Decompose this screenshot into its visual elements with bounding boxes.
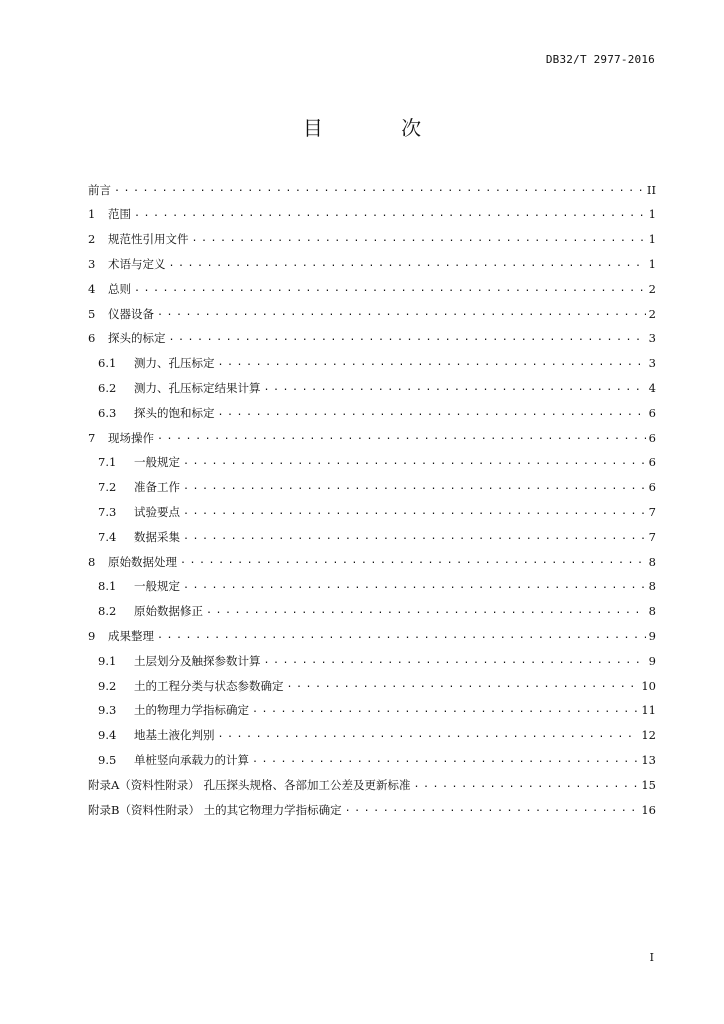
toc-entry-page: 1 — [648, 257, 656, 272]
table-of-contents — [88, 178, 656, 823]
toc-entry-page: 8 — [648, 579, 656, 594]
toc-entry-label: 测力、孔压标定 — [134, 356, 215, 371]
toc-entry[interactable] — [88, 277, 656, 302]
toc-entry[interactable] — [88, 352, 656, 377]
toc-entry-label: 原始数据修正 — [134, 604, 203, 619]
toc-entry-page: 11 — [641, 703, 656, 718]
toc-dot-leader — [183, 581, 646, 591]
toc-entry-page: 6 — [648, 455, 656, 470]
page-number: I — [649, 951, 654, 964]
toc-entry-label: 测力、孔压标定结果计算 — [134, 381, 261, 396]
toc-entry-number: 6.3 — [98, 405, 117, 420]
toc-entry-number: 3 — [88, 257, 96, 272]
toc-entry-page: 13 — [641, 752, 656, 767]
toc-dot-leader — [180, 556, 646, 566]
toc-entry-number: 8.2 — [98, 604, 117, 619]
toc-entry-number: 7.3 — [98, 505, 117, 519]
toc-entry[interactable] — [88, 600, 656, 625]
toc-entry-page: 6 — [648, 405, 656, 420]
toc-entry-number: 1 — [88, 207, 96, 222]
toc-dot-leader — [413, 780, 638, 790]
toc-title: 目 次 — [302, 116, 458, 140]
toc-entry-label: 原始数据处理 — [108, 554, 177, 569]
toc-entry-number: 9.4 — [98, 728, 117, 743]
toc-entry[interactable] — [88, 798, 656, 823]
toc-entry-label: 术语与定义 — [108, 257, 166, 272]
toc-entry[interactable] — [88, 500, 656, 525]
toc-entry-number: 5 — [88, 306, 96, 321]
toc-entry-number: 9.1 — [98, 653, 117, 668]
toc-entry-label: 现场操作 — [108, 430, 154, 445]
toc-entry-number: 4 — [88, 281, 96, 296]
toc-entry-page: 1 — [648, 232, 656, 247]
toc-entry-page: 10 — [641, 678, 656, 693]
toc-entry-label: 土层划分及触探参数计算 — [134, 653, 261, 668]
toc-entry-label: 附录A（资料性附录） 孔压探头规格、各部加工公差及更新标准 — [88, 777, 411, 792]
toc-entry-page: 7 — [648, 505, 656, 519]
toc-entry-page: 2 — [648, 306, 656, 321]
toc-dot-leader — [169, 333, 646, 343]
toc-entry-number: 6.1 — [98, 356, 117, 371]
toc-entry[interactable] — [88, 724, 656, 749]
toc-entry-label: 准备工作 — [134, 480, 180, 495]
toc-dot-leader — [183, 482, 646, 492]
toc-entry-number: 7.1 — [98, 455, 117, 470]
toc-dot-leader — [218, 408, 646, 418]
toc-entry[interactable] — [88, 525, 656, 550]
toc-entry-label: 总则 — [108, 281, 131, 296]
toc-entry-page: 9 — [648, 628, 656, 643]
toc-dot-leader — [218, 730, 639, 740]
toc-entry[interactable] — [88, 178, 656, 203]
toc-entry-label: 仪器设备 — [108, 306, 154, 321]
toc-entry[interactable] — [88, 252, 656, 277]
toc-entry-page: 4 — [648, 381, 656, 396]
toc-entry-label: 范围 — [108, 207, 131, 222]
toc-dot-leader — [157, 631, 646, 641]
toc-entry-number: 2 — [88, 232, 96, 247]
toc-entry-label: 地基土液化判别 — [134, 728, 215, 743]
toc-entry-page: 2 — [648, 281, 656, 296]
toc-entry-label: 一般规定 — [134, 579, 180, 594]
toc-entry-number: 7 — [88, 430, 96, 445]
toc-entry-page: 3 — [648, 356, 656, 371]
toc-dot-leader — [169, 259, 646, 269]
toc-entry-number: 8 — [88, 554, 96, 569]
toc-entry[interactable] — [88, 699, 656, 724]
toc-dot-leader — [345, 804, 639, 814]
toc-entry[interactable] — [88, 476, 656, 501]
toc-entry-label: 土的物理力学指标确定 — [134, 703, 249, 718]
toc-entry[interactable] — [88, 401, 656, 426]
toc-dot-leader — [114, 184, 644, 194]
toc-entry-number: 9.2 — [98, 678, 117, 693]
toc-entry-label: 探头的标定 — [108, 331, 166, 346]
toc-entry-page: 8 — [648, 604, 656, 619]
toc-entry[interactable] — [88, 575, 656, 600]
toc-entry-label: 附录B（资料性附录） 土的其它物理力学指标确定 — [88, 802, 342, 817]
toc-dot-leader — [192, 234, 646, 244]
toc-entry[interactable] — [88, 674, 656, 699]
toc-entry-number: 9 — [88, 628, 96, 643]
toc-entry-page: 15 — [641, 777, 656, 792]
toc-entry-page: 1 — [648, 207, 656, 222]
toc-entry-page: 3 — [648, 331, 656, 346]
toc-dot-leader — [206, 606, 646, 616]
toc-entry-page: 6 — [648, 430, 656, 445]
toc-entry-page: 8 — [648, 554, 656, 569]
toc-dot-leader — [264, 383, 646, 393]
toc-dot-leader — [252, 755, 638, 765]
toc-entry-number: 9.3 — [98, 703, 117, 718]
toc-entry-page: II — [646, 182, 656, 197]
toc-entry[interactable] — [88, 649, 656, 674]
toc-entry[interactable] — [88, 203, 656, 228]
toc-entry-label: 成果整理 — [108, 628, 154, 643]
toc-entry-label: 规范性引用文件 — [108, 232, 189, 247]
toc-entry-page: 9 — [648, 653, 656, 668]
toc-entry-label: 探头的饱和标定 — [134, 405, 215, 420]
toc-entry[interactable] — [88, 550, 656, 575]
toc-entry-number: 7.4 — [98, 529, 117, 544]
toc-entry-page: 12 — [641, 728, 656, 743]
toc-entry-page: 7 — [648, 529, 656, 544]
toc-entry-label: 单桩竖向承载力的计算 — [134, 752, 249, 767]
toc-entry-label: 前言 — [88, 182, 111, 197]
toc-entry[interactable] — [88, 228, 656, 253]
document-code: DB32/T 2977-2016 — [545, 53, 655, 66]
toc-entry[interactable] — [88, 327, 656, 352]
toc-entry[interactable] — [88, 302, 656, 327]
toc-dot-leader — [183, 532, 646, 542]
toc-entry-label: 土的工程分类与状态参数确定 — [134, 678, 284, 693]
toc-entry-number: 7.2 — [98, 480, 117, 495]
toc-dot-leader — [252, 705, 638, 715]
toc-dot-leader — [287, 680, 639, 690]
toc-entry-page: 6 — [648, 480, 656, 495]
toc-dot-leader — [183, 457, 646, 467]
toc-dot-leader — [157, 308, 646, 318]
toc-dot-leader — [264, 656, 646, 666]
toc-dot-leader — [183, 507, 646, 517]
toc-dot-leader — [134, 209, 646, 219]
toc-entry[interactable] — [88, 426, 656, 451]
toc-entry[interactable] — [88, 773, 656, 798]
toc-dot-leader — [157, 432, 646, 442]
toc-entry[interactable] — [88, 451, 656, 476]
toc-entry-label: 试验要点 — [134, 505, 180, 519]
toc-entry-label: 数据采集 — [134, 529, 180, 544]
toc-entry-number: 6 — [88, 331, 96, 346]
toc-entry-label: 一般规定 — [134, 455, 180, 470]
toc-entry-number: 8.1 — [98, 579, 117, 594]
toc-entry[interactable] — [88, 748, 656, 773]
toc-entry-page: 16 — [641, 802, 656, 817]
toc-entry[interactable] — [88, 624, 656, 649]
toc-entry-number: 6.2 — [98, 381, 117, 396]
toc-dot-leader — [134, 284, 646, 294]
toc-entry[interactable] — [88, 376, 656, 401]
toc-entry-number: 9.5 — [98, 752, 117, 767]
toc-dot-leader — [218, 358, 646, 368]
